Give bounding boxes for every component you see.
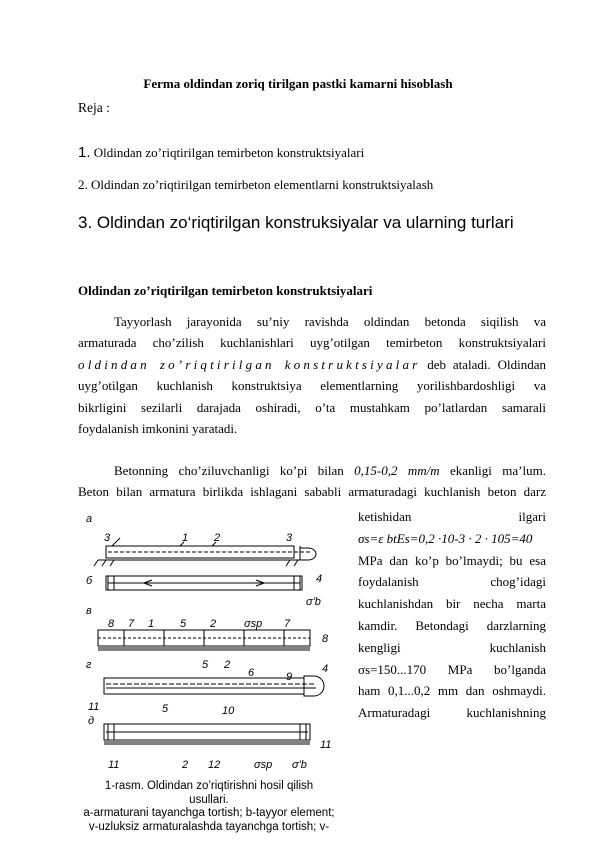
section-heading: Oldindan zo’riqtirilgan temirbeton konstruktsiyalari [78, 283, 373, 298]
paragraph-1 [78, 311, 546, 439]
caption-line-2: usullari. [189, 793, 229, 806]
callout-5a: 5 [180, 618, 187, 630]
right-line-4: foydalanish chog’idagi [358, 574, 546, 590]
callout-1b: 1 [148, 618, 155, 630]
right-line-8: σs=150...170 MPa bo’lganda [358, 661, 546, 677]
callout-1a: 1 [182, 532, 189, 544]
plan-item-3: 3. Oldindan zo‘riqtirilgan konstruksiyalar va ularning turlari [78, 213, 514, 232]
paragraph-1-line-1: Tayyorlash jarayonida su’niy ravishda oldindan betonda siqilish va [114, 314, 546, 329]
figure-caption [78, 780, 340, 834]
base-d [104, 742, 310, 744]
sigma-sp-label-a: σsp [244, 618, 263, 630]
support-hatch-a [94, 560, 298, 566]
plan-item-2: 2. Oldindan zo’riqtirilgan temirbeton elementlarni konstruktsiyalash [78, 177, 434, 192]
plan-item-1-number: 1. [78, 144, 91, 161]
callout-5b: 5 [202, 659, 209, 671]
beam-g [104, 678, 304, 694]
caption-line-1: 1-rasm. Oldindan zo’riqtirishni hosil qilish [104, 780, 314, 792]
callout-2d: 2 [182, 759, 189, 771]
callout-7b: 7 [284, 618, 291, 630]
jack-g [304, 676, 324, 696]
callout-7a: 7 [128, 618, 135, 630]
prestressing-methods-figure [84, 510, 340, 772]
paragraph-1-line-3-rest: deb ataladi. Oldindan [420, 356, 546, 372]
defined-term: oldindan zo’riqtirilgan konstruktsiyalar [78, 356, 421, 372]
right-line-7: kengligi kuchlanish [358, 639, 546, 655]
right-line-9: ham 0,1...0,2 mm dan oshmaydi. [358, 683, 546, 699]
plan-label: Reja : [78, 100, 110, 115]
callout-2c: 2 [224, 659, 231, 671]
right-line-3: MPa dan ko’p bo’lmaydi; bu esa [358, 552, 546, 568]
plan-item-1 [78, 144, 364, 161]
paragraph-1-line-5: bikrligini sezilarli darajada oshiradi, o’ta mustahkam po’latlardan samarali [78, 399, 546, 415]
caption-line-4: v-uzluksiz armaturalashda tayanchga tortish; v- [88, 820, 330, 833]
paragraph-1-line-3 [78, 354, 546, 375]
callout-6: 6 [248, 667, 255, 679]
right-line-10: Armaturadagi kuchlanishning [358, 705, 546, 721]
sigma-sp-label-b: σsp [254, 759, 273, 771]
right-line-2: σs=ε btEs=0,2 ·10-3 · 2 · 105=40 [358, 530, 533, 546]
callout-4b: 4 [322, 663, 329, 675]
paragraph-1-line-2: armaturada cho’zilish kuchlanishlari uyg’otilgan temirbeton konstruktsiyalari [78, 335, 546, 351]
paragraph-2-line-1 [78, 460, 546, 481]
jack-a [300, 546, 316, 560]
label-a: а [86, 513, 93, 525]
callout-11b: 11 [320, 739, 332, 751]
label-v: в [86, 605, 92, 617]
callout-8a: 8 [108, 618, 115, 630]
label-b: б [86, 575, 93, 587]
paragraph-1-line-6: foydalanish imkonini yaratadi. [78, 421, 238, 437]
base-v [98, 648, 310, 650]
paragraph-2-line-2: Beton bilan armatura birlikda ishlagani sababli armaturadagi kuchlanish beton darz [78, 484, 546, 500]
sigma-b-label: σ'b [306, 596, 321, 608]
paragraph-2 [78, 460, 546, 503]
callout-2b: 2 [210, 618, 217, 630]
paragraph-2-line-1-a: Betonning cho’ziluvchanligi ko’pi bilan [114, 463, 355, 478]
right-line-1: ketishidan ilgari [358, 509, 546, 524]
callout-9: 9 [286, 671, 293, 683]
right-line-5: kuchlanishdan bir necha marta [358, 596, 546, 612]
label-d: д [88, 715, 95, 727]
sigma-b-label-b: σ'b [292, 759, 307, 771]
callout-3a: 3 [104, 532, 111, 544]
callout-8b: 8 [322, 633, 329, 645]
paragraph-1-line-4: uyg’otilgan kuchlanish konstruktsiya elementlarning yorilishbardoshligi va [78, 378, 546, 394]
leader-3a [112, 538, 120, 546]
right-column-text [358, 506, 546, 724]
callout-11a: 11 [88, 701, 100, 713]
right-line-6: kamdir. Betondagi darzlarning [358, 617, 546, 633]
callout-5c: 5 [162, 703, 169, 715]
callout-2a: 2 [214, 532, 221, 544]
callout-11c: 11 [108, 759, 120, 771]
paragraph-2-line-1-b: ekanligi ma’lum. [439, 463, 546, 478]
label-g: г [86, 659, 92, 671]
plan-item-1-text: Oldindan zo’riqtirilgan temirbeton konstruktsiyalari [90, 145, 365, 160]
strain-value: 0,15-0,2 mm/m [354, 463, 440, 478]
callout-4a: 4 [316, 573, 323, 585]
callout-10: 10 [222, 705, 235, 717]
page-title: Ferma oldindan zoriq tirilgan pastki kamarni hisoblash [143, 76, 453, 91]
callout-12: 12 [208, 759, 221, 771]
callout-3b: 3 [286, 532, 293, 544]
caption-line-3: a-armaturani tayanchga tortish; b-tayyor element; [83, 807, 335, 819]
